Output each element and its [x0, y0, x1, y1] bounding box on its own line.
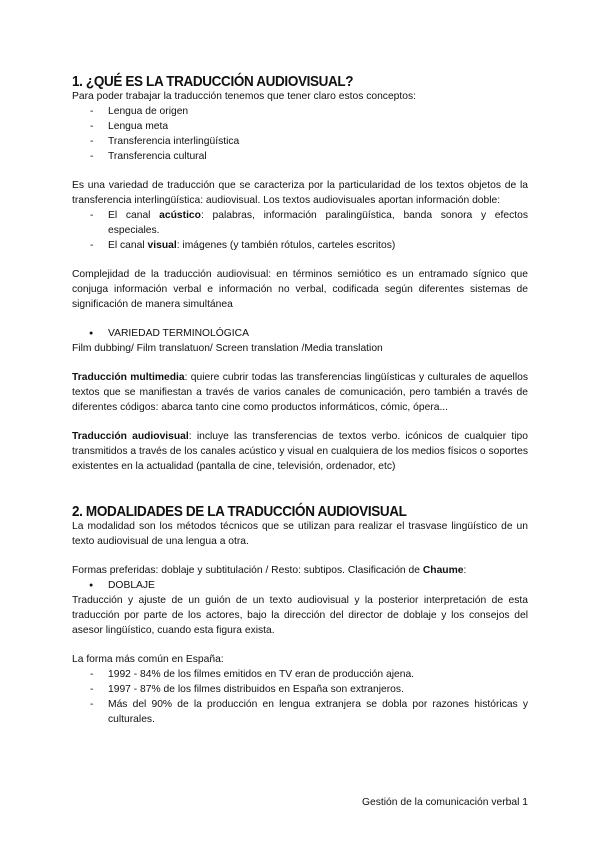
multimedia-definition: : quiere cubrir todas las transferencias lingüísticas y culturales de aquellos textos que se manifiestan a través de varios canales de comunicación, pero también a través de diferentes códigos: abarca tanto cine como productos informáticos, cómic, ópera...	[72, 372, 528, 413]
forms-colon: :	[463, 565, 467, 576]
channel-prefix: El canal	[108, 240, 148, 251]
variety-bullet-list	[72, 326, 528, 341]
list-item	[72, 208, 528, 238]
audiovisual-definition: : incluye las transferencias de textos verbo. icónicos de cualquier tipo transmitidos a través de los canales acústico y visual en cualquiera de los medios físicos o soportes existentes en la actualidad (pantalla de cine, televisión, ordenador, etc)	[72, 431, 528, 472]
channel-name: visual	[147, 240, 177, 251]
modalities-paragraph: La modalidad son los métodos técnicos que se utilizan para realizar el trasvase lingüístico de un texto audiovisual de una lengua a otra.	[72, 521, 528, 547]
forms-paragraph	[72, 563, 528, 578]
multimedia-term: Traducción multimedia	[72, 372, 185, 383]
complexity-paragraph: Complejidad de la traducción audiovisual: en términos semiótico es un entramado sígnico que conjuga información verbal e información no verbal, codificada según diferentes sistemas de significación de manera simultánea	[72, 269, 528, 310]
list-item: - Transferencia cultural	[72, 149, 528, 164]
list-item: ● VARIEDAD TERMINOLÓGICA	[72, 326, 528, 341]
list-item: - Transferencia interlingüística	[72, 134, 528, 149]
section-2-heading: 2. MODALIDADES DE LA TRADUCCIÓN AUDIOVISUAL	[72, 503, 407, 520]
concepts-list	[72, 104, 528, 164]
multimedia-paragraph	[72, 370, 528, 415]
list-item: - Lengua meta	[72, 119, 528, 134]
audiovisual-paragraph	[72, 429, 528, 474]
audiovisual-term: Traducción audiovisual	[72, 431, 189, 442]
forms-text: Formas preferidas: doblaje y subtitulación / Resto: subtipos. Clasificación de	[72, 565, 423, 576]
list-item: - Lengua de origen	[72, 104, 528, 119]
concepts-intro: Para poder trabajar la traducción tenemos que tener claro estos conceptos:	[72, 91, 417, 102]
section-1-heading: 1. ¿QUÉ ES LA TRADUCCIÓN AUDIOVISUAL?	[72, 73, 354, 90]
list-item: - Más del 90% de la producción en lengua extranjera se dobla por razones históricas y culturales.	[72, 697, 528, 727]
list-item: - 1992 - 84% de los filmes emitidos en TV eran de producción ajena.	[72, 667, 528, 682]
variety-terms: Film dubbing/ Film translatuon/ Screen translation /Media translation	[72, 343, 383, 354]
channel-prefix: El canal	[108, 210, 160, 221]
channel-description: : imágenes (y también rótulos, carteles escritos)	[176, 240, 396, 251]
list-item: ● DOBLAJE	[72, 578, 528, 593]
definition-paragraph: Es una variedad de traducción que se caracteriza por la particularidad de los textos objetos de la transferencia interlingüística: audiovisual. Los textos audiovisuales aportan información doble:	[72, 180, 528, 206]
spain-intro: La forma más común en España:	[72, 654, 224, 665]
page-footer: Gestión de la comunicación verbal 1	[362, 797, 528, 808]
dubbing-paragraph: Traducción y ajuste de un guión de un texto audiovisual y la posterior interpretación de esta traducción por parte de los actores, bajo la dirección del director de doblaje y los consejos del asesor lingüístico, cuando esta figura exista.	[72, 595, 528, 636]
channel-description: : palabras, información paralingüística, banda sonora y efectos especiales.	[108, 210, 528, 236]
channels-list	[72, 208, 528, 253]
dubbing-bullet-list	[72, 578, 528, 593]
spain-facts-list	[72, 667, 528, 727]
list-item	[72, 238, 528, 253]
forms-author: Chaume	[422, 565, 464, 576]
channel-name: acústico	[159, 210, 201, 221]
page-content	[72, 74, 528, 727]
list-item: - 1997 - 87% de los filmes distribuidos en España son extranjeros.	[72, 682, 528, 697]
